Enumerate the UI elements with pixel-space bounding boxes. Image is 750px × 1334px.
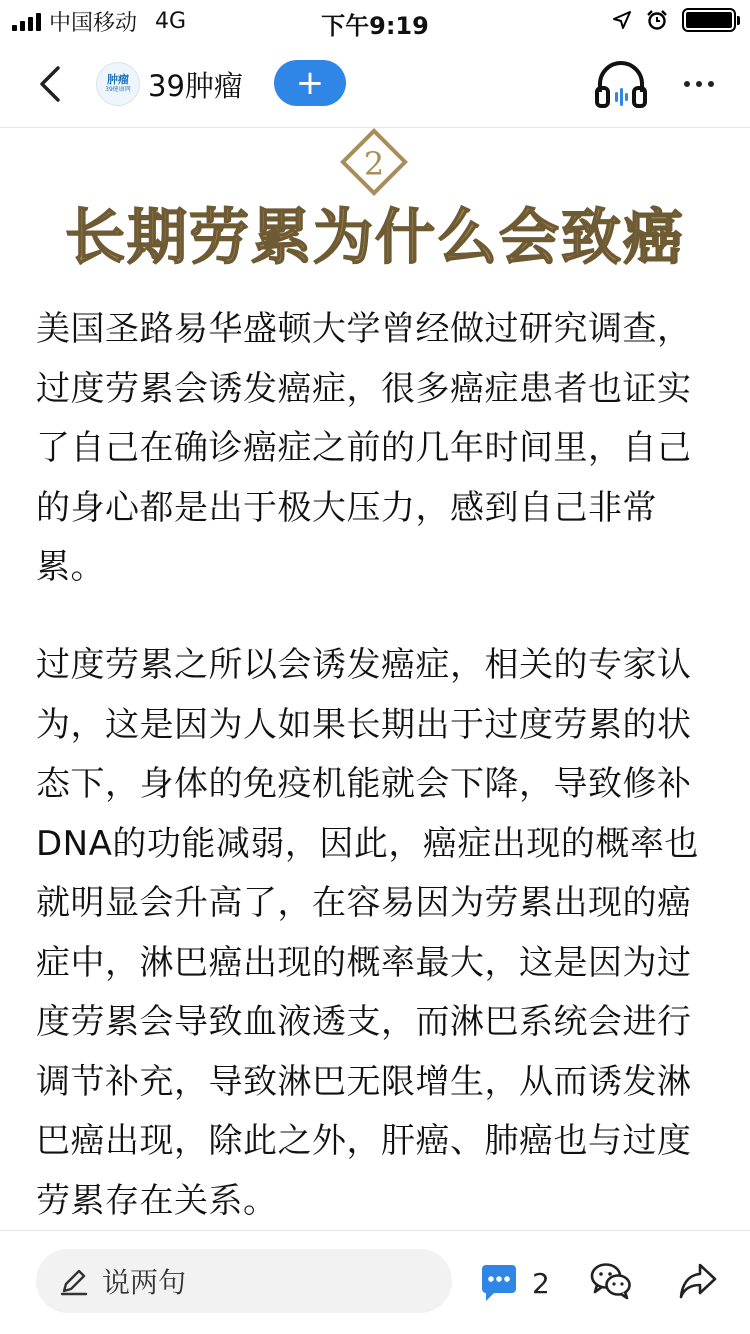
account-avatar[interactable] bbox=[96, 62, 140, 106]
article-paragraph: 美国圣路易华盛顿大学曾经做过研究调查，过度劳累会诱发癌症，很多癌症患者也证实了自己在确诊癌症之前的几年时间里，自己的身心都是出于极大压力，感到自己非常累。 bbox=[36, 309, 692, 587]
section-number: 2 bbox=[363, 145, 385, 183]
more-button[interactable] bbox=[684, 78, 720, 90]
more-dot-icon bbox=[708, 81, 714, 87]
share-arrow-icon bbox=[678, 1261, 718, 1301]
nav-bar bbox=[0, 40, 750, 128]
comments-button[interactable] bbox=[480, 1263, 550, 1303]
bottom-toolbar bbox=[0, 1230, 750, 1334]
battery-icon bbox=[682, 8, 736, 32]
back-button[interactable] bbox=[30, 62, 70, 106]
logo-text: 肿瘤 bbox=[107, 73, 129, 86]
carrier-name: 中国移动 bbox=[49, 10, 138, 36]
comment-count: 2 bbox=[532, 1266, 550, 1300]
section-title: 长期劳累为什么会致癌 bbox=[65, 203, 685, 273]
clock: 下午9:19 bbox=[321, 12, 429, 40]
follow-button[interactable]: + bbox=[274, 60, 346, 106]
pencil-icon bbox=[58, 1265, 90, 1297]
location-icon bbox=[612, 10, 632, 30]
headphones-icon bbox=[594, 58, 648, 110]
wechat-share-button[interactable] bbox=[590, 1261, 632, 1301]
wechat-icon bbox=[590, 1261, 632, 1301]
article-paragraph: 过度劳累之所以会诱发癌症，相关的专家认为，这是因为人如果长期出于过度劳累的状态下，身体的免疫机能就会下降，导致修补DNA的功能减弱，因此，癌症出现的概率也就明显会升高了，在容易因为劳累出现的癌症中，淋巴癌出现的概率最大，这是因为过度劳累会导致血液透支，而淋巴系统会进行调节补充，导致淋巴无限增生，从而诱发淋巴癌出现，除此之外，肝癌、肺癌也与过度劳累存在关系。 bbox=[36, 645, 699, 1221]
share-button[interactable] bbox=[678, 1261, 718, 1301]
more-dot-icon bbox=[696, 81, 702, 87]
more-dot-icon bbox=[684, 81, 690, 87]
chevron-left-icon bbox=[39, 66, 61, 102]
listen-button[interactable] bbox=[594, 58, 648, 110]
logo-subtext: 39健康网 bbox=[105, 86, 131, 93]
section-header bbox=[0, 128, 750, 273]
alarm-icon bbox=[646, 9, 668, 31]
status-right bbox=[612, 8, 736, 32]
status-bar bbox=[0, 0, 750, 40]
comment-input[interactable] bbox=[36, 1249, 452, 1313]
comment-placeholder: 说两句 bbox=[102, 1266, 187, 1299]
network-type: 4G bbox=[155, 8, 187, 34]
account-name[interactable]: 39肿瘤 bbox=[148, 69, 243, 103]
comment-bubble-icon bbox=[480, 1263, 518, 1303]
